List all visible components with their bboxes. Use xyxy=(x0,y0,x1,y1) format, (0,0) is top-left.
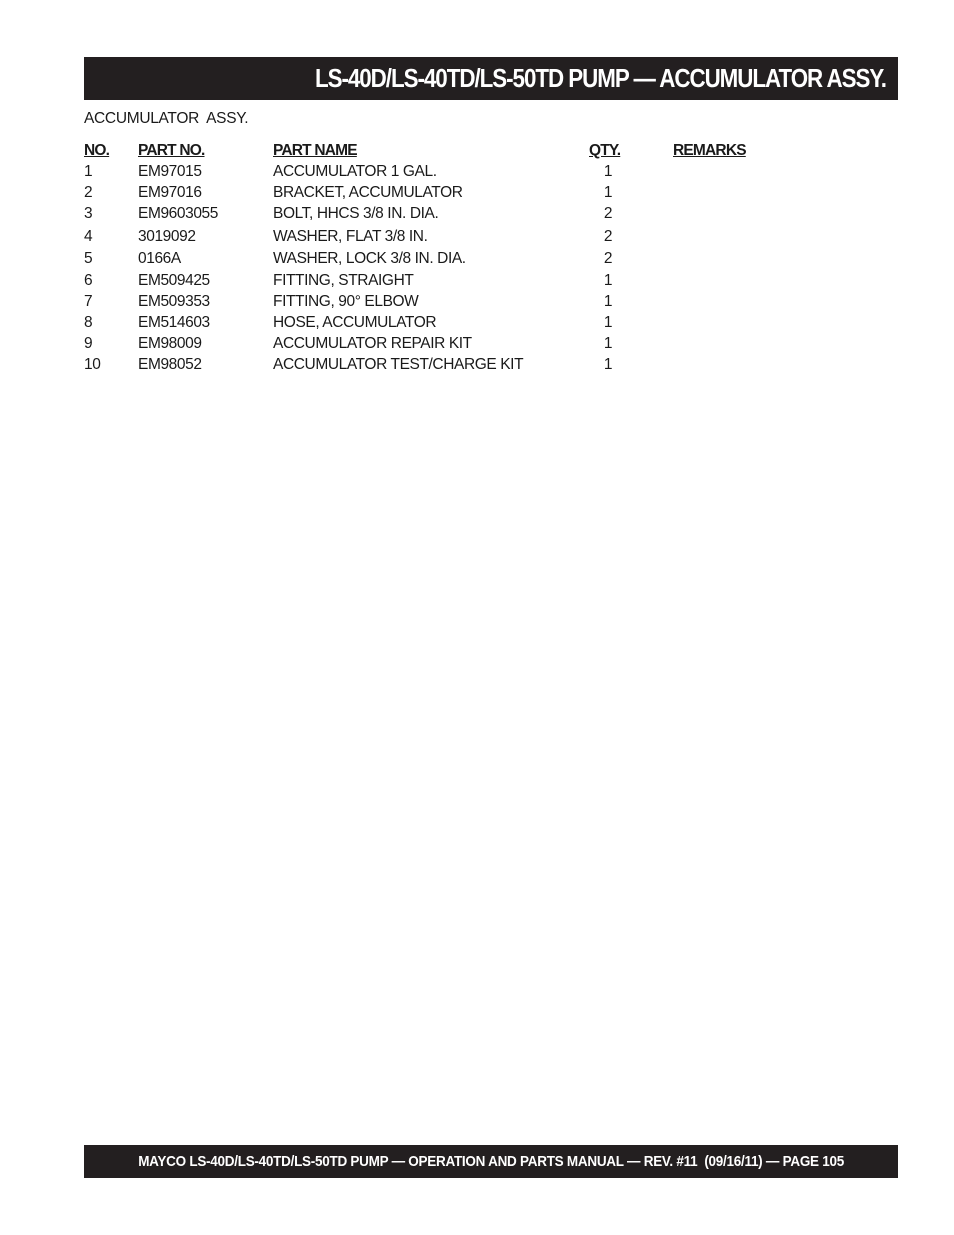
row-part-no: EM98009 xyxy=(138,335,202,352)
row-no: 8 xyxy=(84,314,93,331)
page-title: LS-40D/LS-40TD/LS-50TD PUMP — ACCUMULATOR ASSY. xyxy=(314,63,886,93)
table-body xyxy=(84,161,784,375)
page-footer-bar xyxy=(84,1145,898,1178)
row-qty: 2 xyxy=(603,228,613,245)
column-header-remarks: REMARKS xyxy=(673,142,746,159)
row-qty: 1 xyxy=(603,293,613,310)
row-part-name: FITTING, 90° ELBOW xyxy=(273,293,419,310)
row-part-no: EM509425 xyxy=(138,272,210,289)
row-qty: 1 xyxy=(603,163,613,180)
section-label: ACCUMULATOR ASSY. xyxy=(84,110,249,127)
row-part-name: WASHER, LOCK 3/8 IN. DIA. xyxy=(273,250,466,267)
row-no: 2 xyxy=(84,184,93,201)
row-part-name: FITTING, STRAIGHT xyxy=(273,272,414,289)
row-no: 9 xyxy=(84,335,93,352)
row-part-name: HOSE, ACCUMULATOR xyxy=(273,314,437,331)
column-header-part-name: PART NAME xyxy=(273,142,357,159)
row-qty: 1 xyxy=(603,314,613,331)
table-row xyxy=(84,270,784,291)
page-footer: MAYCO LS-40D/LS-40TD/LS-50TD PUMP — OPERATION AND PARTS MANUAL — REV. #11 (09/16/11) — PAGE 105 xyxy=(138,1153,844,1170)
row-part-no: 3019092 xyxy=(138,228,196,245)
row-qty: 1 xyxy=(603,356,613,373)
row-part-no: EM509353 xyxy=(138,293,210,310)
parts-table xyxy=(84,140,784,375)
row-part-no: EM97016 xyxy=(138,184,202,201)
row-part-no: EM9603055 xyxy=(138,205,218,222)
table-row xyxy=(84,161,784,182)
page-header-bar xyxy=(84,57,898,100)
row-part-no: EM98052 xyxy=(138,356,202,373)
row-part-name: WASHER, FLAT 3/8 IN. xyxy=(273,228,428,245)
row-part-name: ACCUMULATOR REPAIR KIT xyxy=(273,335,472,352)
table-header-row xyxy=(84,140,784,161)
row-no: 1 xyxy=(84,163,93,180)
table-row xyxy=(84,248,784,270)
row-part-name: BOLT, HHCS 3/8 IN. DIA. xyxy=(273,205,439,222)
row-part-name: ACCUMULATOR 1 GAL. xyxy=(273,163,437,180)
row-part-no: EM514603 xyxy=(138,314,210,331)
row-no: 10 xyxy=(84,356,101,373)
row-no: 4 xyxy=(84,228,93,245)
row-qty: 2 xyxy=(603,205,613,222)
row-qty: 1 xyxy=(603,184,613,201)
row-no: 3 xyxy=(84,205,93,222)
table-row xyxy=(84,182,784,203)
column-header-part-no: PART NO. xyxy=(138,142,205,159)
table-row xyxy=(84,291,784,312)
row-no: 7 xyxy=(84,293,93,310)
table-row xyxy=(84,203,784,226)
row-part-no: EM97015 xyxy=(138,163,202,180)
row-qty: 1 xyxy=(603,335,613,352)
row-part-name: BRACKET, ACCUMULATOR xyxy=(273,184,463,201)
row-no: 6 xyxy=(84,272,93,289)
table-row xyxy=(84,354,784,375)
row-no: 5 xyxy=(84,250,93,267)
table-row xyxy=(84,226,784,248)
row-part-no: 0166A xyxy=(138,250,181,267)
column-header-qty: QTY. xyxy=(589,142,621,159)
row-qty: 1 xyxy=(603,272,613,289)
table-row xyxy=(84,333,784,354)
row-qty: 2 xyxy=(603,250,613,267)
column-header-no: NO. xyxy=(84,142,110,159)
row-part-name: ACCUMULATOR TEST/CHARGE KIT xyxy=(273,356,524,373)
table-row xyxy=(84,312,784,333)
